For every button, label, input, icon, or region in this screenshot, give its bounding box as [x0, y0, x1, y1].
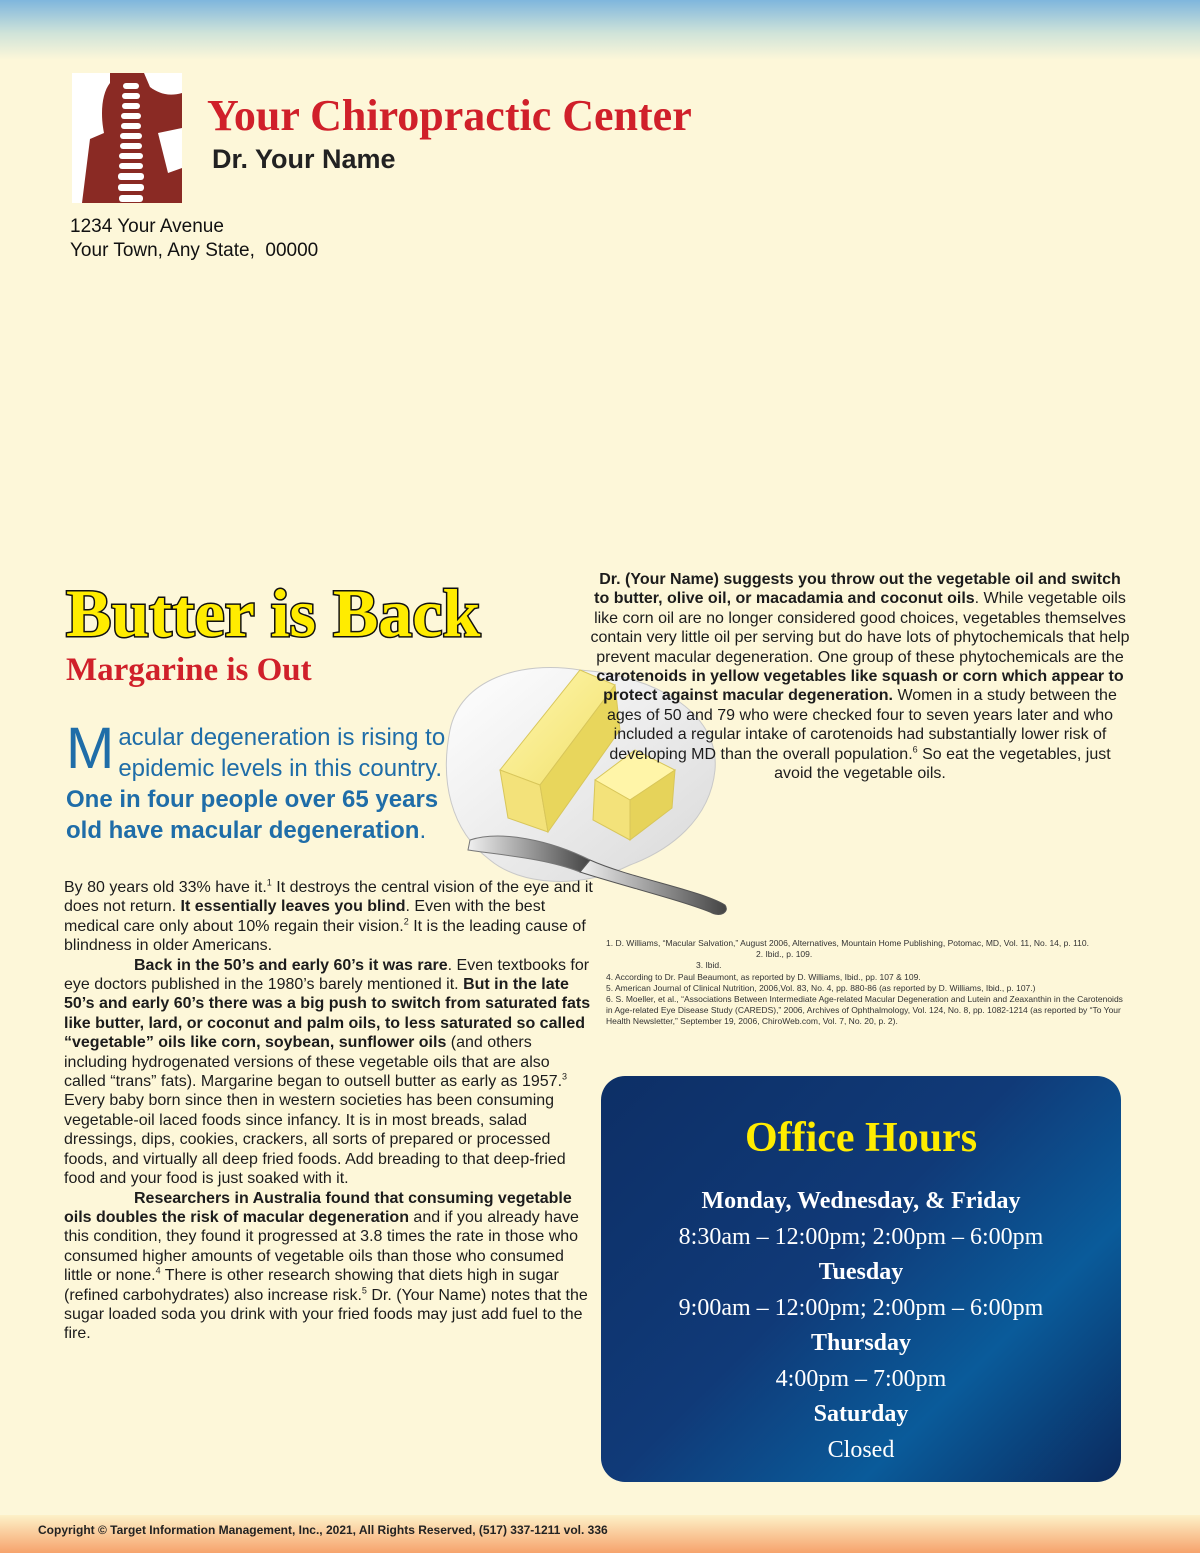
footnote-ref: 1: [266, 877, 272, 888]
text: . Even textbooks for eye doctors published in the 1980’s barely mentioned it.: [64, 956, 590, 994]
headline: [62, 570, 682, 650]
office-hours-time: Closed: [827, 1436, 895, 1463]
paragraph-3: [64, 1189, 594, 1344]
paragraph-4: [590, 570, 1130, 783]
text: Dr. (Your Name) notes that the sugar loaded soda you drink with your fried foods may just add fuel to the fire.: [64, 1286, 588, 1343]
office-hours-time: 4:00pm – 7:00pm: [775, 1365, 947, 1392]
paragraph-2: [64, 956, 594, 1189]
footnote-ref: 3: [562, 1071, 568, 1082]
footnote-6: 6. S. Moeller, et al., “Associations Between Intermediate Age-related Macular Degeneration and Lutein and Zeaxanthin in the Carotenoids in Age-related Eye Disease Study (CAREDS),” 2006, Archives of Ophthalmology, Vol. 124, No. 8, pp. 1082-1214 (as reported by “To Your Health Newsletter,” September 19, 2006, ChiroWeb.com, Vol. 7, No. 20, p. 2).: [606, 994, 1123, 1027]
text: and if you already have this condition, they found it progressed at 3.8 times the rate in those who consumed higher amounts of vegetable oils than those who consumed little or none.: [64, 1208, 579, 1285]
drop-cap: M: [66, 716, 115, 781]
text: . Even with the best medical care only about 10% regain their vision.: [64, 898, 546, 935]
text: . While vegetable oils like corn oil are no longer considered good choices, vegetables themselves contain very little oil per serving but do have lots of phytochemicals that help prevent macular degeneration. One group of these phytochemicals are the: [590, 590, 1130, 666]
office-hours-day: Thursday: [810, 1330, 912, 1356]
text: (and others including hydrogenated versions of these vegetable oils that are also called “trans” fats). Margarine began to outsell butter as early as 1957.: [64, 1034, 563, 1091]
spine-logo: [72, 73, 182, 203]
headline-text: Butter is Back: [66, 575, 481, 650]
footnote-ref: 4: [155, 1265, 161, 1276]
bold-text: Researchers in Australia found that consuming vegetable oils doubles the risk of macular degeneration: [64, 1189, 572, 1226]
copyright: Copyright © Target Information Management, Inc., 2021, All Rights Reserved, (517) 337-1211 vol. 336: [38, 1523, 608, 1537]
bold-text: Dr. (Your Name) suggests you throw out the vegetable oil and switch to butter, olive oil, or macadamia and coconut oils: [594, 571, 1121, 608]
intro-text: acular degeneration is rising to epidemic levels in this country.: [118, 724, 446, 782]
bold-text: carotenoids in yellow vegetables like squash or corn which appear to protect against macular degeneration.: [596, 668, 1124, 705]
address: [70, 215, 318, 263]
address-line-2: Your Town, Any State, 00000: [70, 240, 319, 261]
footnote-5: 5. American Journal of Clinical Nutrition, 2006,Vol. 83, No. 4, pp. 880-86 (as reported by D. Williams, Ibid., p. 107.): [606, 982, 1036, 993]
bold-text: But in the late 50’s and early 60’s there was a big push to switch from saturated fats like butter, lard, or coconut and palm oils, to less saturated so called “vegetable” oils like corn, soybean, sunflower oils: [64, 976, 591, 1052]
subhead: Margarine is Out: [66, 652, 312, 688]
bold-text: It essentially leaves you blind: [180, 898, 406, 916]
bold-text: Back in the 50’s and early 60’s it was rare: [134, 956, 448, 974]
paragraph-1: [64, 878, 594, 956]
footnote-3: 3. Ibid.: [696, 960, 722, 971]
footnote-4: 4. According to Dr. Paul Beaumont, as reported by D. Williams, Ibid., pp. 107 & 109.: [606, 971, 921, 982]
footnote-ref: 6: [912, 744, 918, 755]
footnote-ref: 2: [403, 916, 409, 927]
address-line-1: 1234 Your Avenue: [70, 216, 224, 237]
doctor-name: Dr. Your Name: [212, 144, 396, 174]
footnote-ref: 5: [361, 1285, 367, 1296]
text: So eat the vegetables, just avoid the vegetable oils.: [774, 745, 1111, 783]
center-name: Your Chiropractic Center: [207, 91, 692, 140]
intro-end: .: [419, 817, 427, 844]
office-hours-time: 9:00am – 12:00pm; 2:00pm – 6:00pm: [678, 1294, 1044, 1321]
footnotes: [606, 938, 1126, 1028]
text: There is other research showing that diets high in sugar (refined carbohydrates) also increase risk.: [64, 1267, 559, 1304]
footnote-2: 2. Ibid., p. 109.: [756, 949, 813, 960]
office-hours-day: Monday, Wednesday, & Friday: [701, 1188, 1021, 1214]
office-hours-panel: [601, 1076, 1121, 1482]
article-body-right: [590, 570, 1130, 783]
text: It destroys the central vision of the eye and it does not return.: [64, 879, 593, 916]
office-hours-time: 8:30am – 12:00pm; 2:00pm – 6:00pm: [678, 1223, 1044, 1250]
intro-bold: One in four people over 65 years old have macular degeneration: [66, 786, 439, 844]
article-body-left: [64, 878, 594, 1344]
text: Women in a study between the ages of 50 and 79 who were checked four to seven years later and who included a regular intake of carotenoids had substantially lower risk of developing MD than the overall population.: [606, 687, 1117, 763]
office-hours-day: Saturday: [813, 1401, 909, 1427]
text: By 80 years old 33% have it.: [64, 879, 267, 896]
office-hours-title: Office Hours: [744, 1115, 978, 1161]
text: Every baby born since then in western societies has been consuming vegetable-oil laced foods since infancy. It is in most breads, salad dressings, dips, cookies, crackers, all sorts of prepared or processed foods, and virtually all deep fried foods. Add breading to that deep-fried food and your food is just soaked with it.: [64, 1092, 566, 1188]
top-gradient-band: [0, 0, 1200, 60]
office-hours-day: Tuesday: [818, 1259, 904, 1285]
intro-paragraph: [66, 716, 446, 846]
text: It is the leading cause of blindness in older Americans.: [64, 917, 586, 955]
office-hours-list: [601, 1184, 1121, 1468]
footnote-1: 1. D. Williams, “Macular Salvation,” August 2006, Alternatives, Mountain Home Publishing, Potomac, MD, Vol. 11, No. 14, p. 110.: [606, 938, 1089, 948]
